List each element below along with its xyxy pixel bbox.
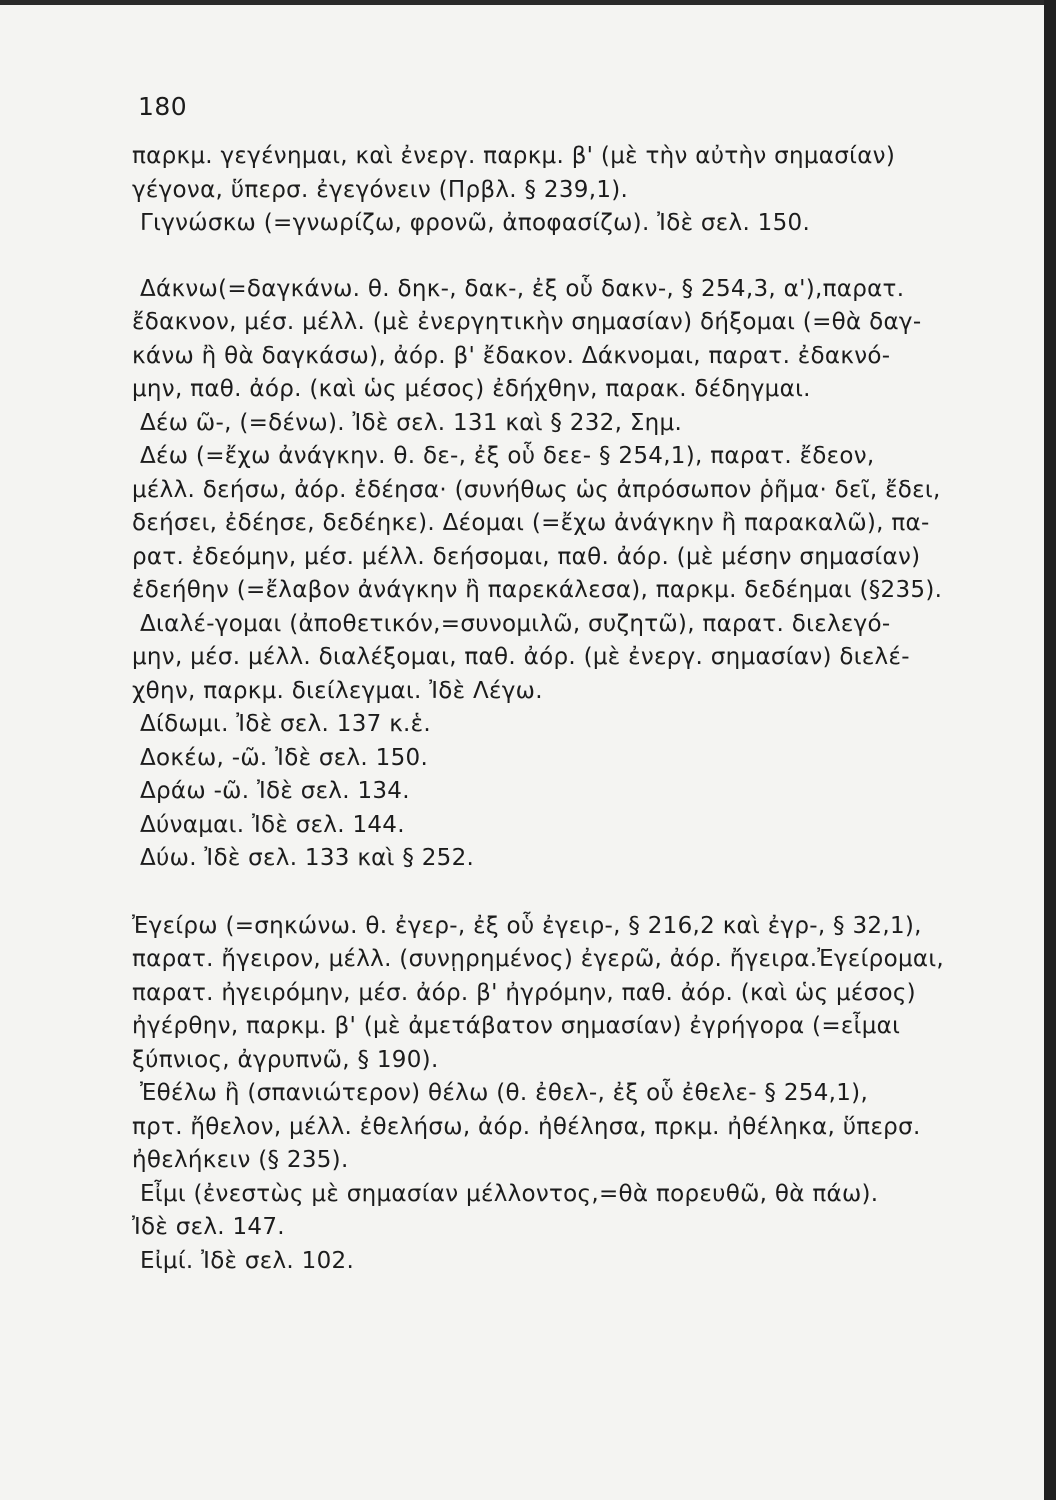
entry-paragraph [132, 273, 970, 876]
text-line: παρκμ. γεγένημαι, καὶ ἐνεργ. παρκμ. β' (μὲ τὴν αὐτὴν σημασίαν) [132, 143, 896, 169]
text-line: ξύπνιος, ἀγρυπνῶ, § 190). [132, 1046, 439, 1073]
text-line: Γιγνώσκω (=γνωρίζω, φρονῶ, ἀποφασίζω). Ἰδὲ σελ. 150. [140, 210, 811, 236]
text-line: ἔδακνον, μέσ. μέλλ. (μὲ ἐνεργητικὴν σημασίαν) δήξομαι (=θὰ δαγ- [132, 309, 922, 335]
text-line: Δύω. Ἰδὲ σελ. 133 καὶ § 252. [140, 845, 475, 871]
text-line: γέγονα, ὕπερσ. ἐγεγόνειν (Πρβλ. § 239,1). [132, 176, 629, 203]
text-line: ρατ. ἐδεόμην, μέσ. μέλλ. δεήσομαι, παθ. ἀόρ. (μὲ μέσην σημασίαν) [132, 543, 921, 570]
page-right-edge [1044, 0, 1056, 1500]
text-line: Δοκέω, -ῶ. Ἰδὲ σελ. 150. [140, 744, 429, 771]
text-line: Δίδωμι. Ἰδὲ σελ. 137 κ.ἑ. [140, 711, 432, 737]
text-line: παρατ. ἠγειρόμην, μέσ. ἀόρ. β' ἠγρόμην, παθ. ἀόρ. (καὶ ὡς μέσος) [132, 979, 916, 1006]
text-line: ἠθελήκειν (§ 235). [132, 1147, 349, 1173]
text-line: κάνω ἢ θὰ δαγκάσω), ἀόρ. β' ἔδακον. Δάκνομαι, παρατ. ἐδακνό- [132, 342, 891, 369]
text-line: μην, παθ. ἀόρ. (καὶ ὡς μέσος) ἐδήχθην, παρακ. δέδηγμαι. [132, 376, 811, 402]
text-line: Δράω -ῶ. Ἰδὲ σελ. 134. [140, 778, 410, 804]
text-line: μέλλ. δεήσω, ἀόρ. ἐδέησα· (συνήθως ὡς ἀπρόσωπον ῥῆμα· δεῖ, ἔδει, [132, 476, 941, 503]
text-line: πρτ. ἤθελον, μέλλ. ἐθελήσω, ἀόρ. ἠθέλησα, πρκμ. ἠθέληκα, ὕπερσ. [132, 1113, 921, 1140]
text-line: δεήσει, ἐδέησε, δεδέηκε). Δέομαι (=ἔχω ἀνάγκην ἢ παρακαλῶ), πα- [132, 510, 930, 536]
page-number: 180 [138, 92, 188, 121]
text-line: Ἐθέλω ἢ (σπανιώτερον) θέλω (θ. ἐθελ-, ἐξ οὗ ἐθελε- § 254,1), [140, 1080, 869, 1106]
text-line: Δέω (=ἔχω ἀνάγκην. θ. δε-, ἐξ οὗ δεε- § 254,1), παρατ. ἔδεον, [140, 443, 875, 469]
entry-paragraph [132, 910, 970, 1279]
text-line: Εἰμί. Ἰδὲ σελ. 102. [140, 1247, 355, 1274]
page-top-border [0, 0, 1056, 5]
text-line: χθην, παρκμ. διείλεγμαι. Ἰδὲ Λέγω. [132, 677, 543, 704]
entry-paragraph [132, 140, 970, 241]
text-line: παρατ. ἤγειρον, μέλλ. (συνῃρημένος) ἐγερῶ, ἀόρ. ἤγειρα.Ἐγείρομαι, [132, 946, 945, 972]
page-body [132, 140, 970, 1278]
text-line: Ἰδὲ σελ. 147. [132, 1214, 285, 1240]
text-line: μην, μέσ. μέλλ. διαλέξομαι, παθ. ἀόρ. (μὲ ἐνεργ. σημασίαν) διελέ- [132, 644, 910, 670]
text-line: Εἶμι (ἐνεστὼς μὲ σημασίαν μέλλοντος,=θὰ πορευθῶ, θὰ πάω). [140, 1180, 879, 1207]
text-line: Δέω ῶ-, (=δένω). Ἰδὲ σελ. 131 καὶ § 232, Σημ. [140, 409, 683, 436]
text-line: Διαλέ-γομαι (ἀποθετικόν,=συνομιλῶ, συζητῶ), παρατ. διελεγό- [140, 610, 891, 637]
text-line: ἐδεήθην (=ἔλαβον ἀνάγκην ἢ παρεκάλεσα), παρκμ. δεδέημαι (§235). [132, 577, 943, 603]
text-line: Δάκνω(=δαγκάνω. θ. δηκ-, δακ-, ἐξ οὗ δακν-, § 254,3, α'),παρατ. [140, 275, 905, 302]
text-line: Ἐγείρω (=σηκώνω. θ. ἐγερ-, ἐξ οὗ ἐγειρ-, § 216,2 καὶ ἐγρ-, § 32,1), [132, 912, 922, 939]
text-line: Δύναμαι. Ἰδὲ σελ. 144. [140, 811, 405, 838]
text-line: ἠγέρθην, παρκμ. β' (μὲ ἀμετάβατον σημασίαν) ἐγρήγορα (=εἶμαι [132, 1013, 901, 1039]
